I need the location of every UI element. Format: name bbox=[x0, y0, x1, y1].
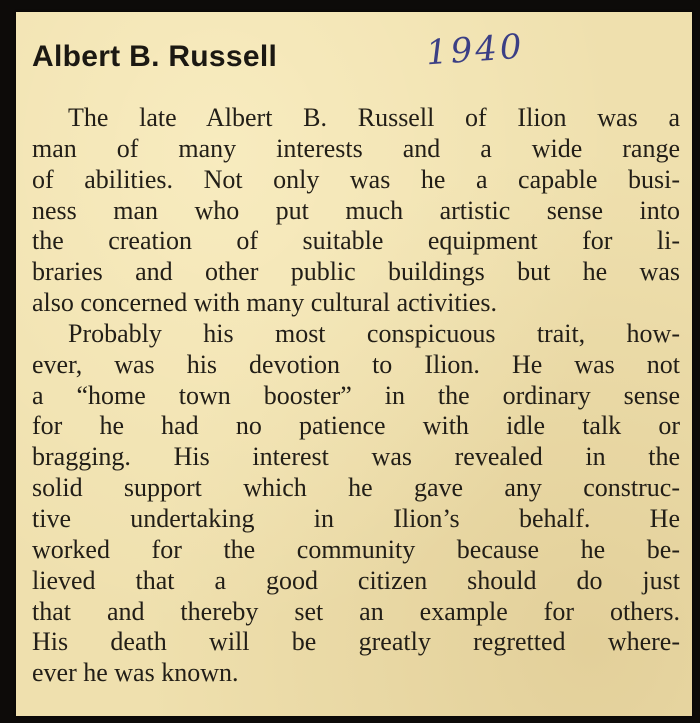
article-line: The late Albert B. Russell of Ilion was a bbox=[68, 103, 680, 132]
article-line: man of many interests and a wide range bbox=[32, 133, 680, 163]
article-line: ever, was his devotion to Ilion. He was not bbox=[32, 349, 680, 379]
article-line: for he had no patience with idle talk or bbox=[32, 411, 680, 441]
article-line: solid support which he gave any construc- bbox=[32, 473, 680, 503]
article-line: His death will be greatly regretted where- bbox=[32, 627, 680, 657]
article-line: Probably his most conspicuous trait, how- bbox=[68, 318, 680, 348]
newspaper-clipping bbox=[16, 12, 692, 716]
article-line: braries and other public buildings but he was bbox=[32, 257, 680, 287]
article-line: also concerned with many cultural activities. bbox=[32, 288, 497, 318]
article-line: bragging. His interest was revealed in the bbox=[32, 442, 680, 472]
article-line: worked for the community because he be- bbox=[32, 534, 680, 564]
article-line: a “home town booster” in the ordinary sense bbox=[32, 380, 680, 410]
headline: Albert B. Russell bbox=[32, 40, 278, 73]
handwritten-year: 1940 bbox=[424, 26, 526, 74]
article-line: lieved that a good citizen should do just bbox=[32, 565, 680, 595]
article-line: tive undertaking in Ilion’s behalf. He bbox=[32, 503, 680, 533]
article-line: ness man who put much artistic sense into bbox=[32, 195, 680, 225]
article-body bbox=[32, 103, 680, 689]
article-line: of abilities. Not only was he a capable busi- bbox=[32, 164, 680, 194]
headline-row bbox=[32, 26, 672, 84]
article-line: that and thereby set an example for others. bbox=[32, 596, 680, 626]
article-line: ever he was known. bbox=[32, 658, 239, 688]
article-line: the creation of suitable equipment for li- bbox=[32, 226, 680, 256]
